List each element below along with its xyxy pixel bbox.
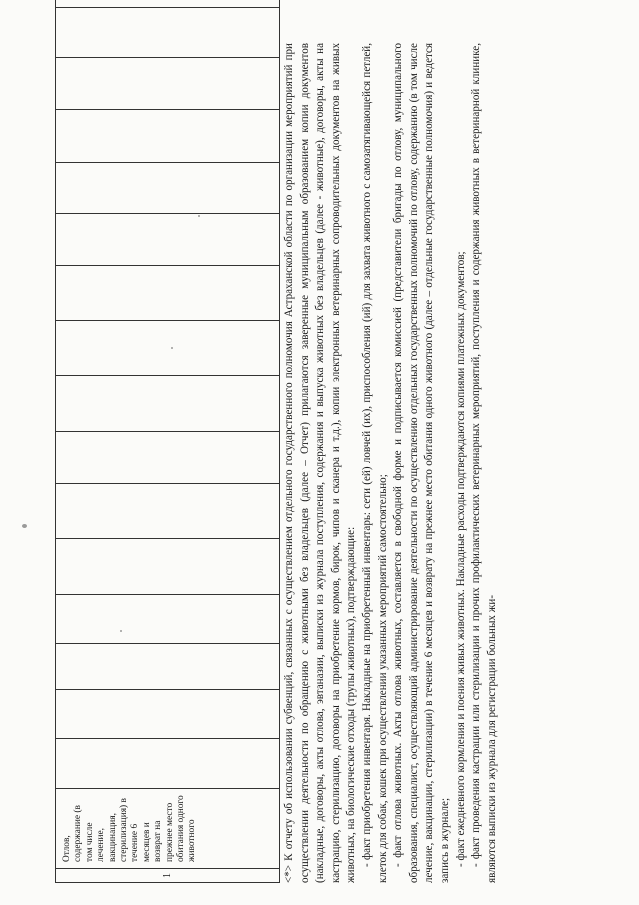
report-table [55,0,280,883]
empty-cell [56,0,280,8]
empty-cell [56,539,280,595]
empty-cell [56,110,280,163]
empty-cell [56,58,280,110]
footnote-block [282,43,500,883]
empty-cell [56,595,280,644]
empty-cell [56,321,280,376]
empty-cell [56,432,280,484]
footnote-item-sterilization: - факт проведения кастрации или стерилизации и прочих профилактических ветеринарных мероприятий, поступления и содержания животных в ветеринарной клинике, являются выписки из журнала для регистрации больных жи- [470,43,498,883]
empty-cell [56,644,280,690]
empty-cell [56,8,280,58]
scan-speck [120,630,122,632]
scan-speck [171,347,173,349]
empty-cell [56,266,280,321]
footnote-intro: <*> К отчету об использовании субвенций, связанных с осуществлением отдельного государственного полномочия Астраханской области по организации мероприятий при осуществлении деятельности по обращению с животными без владельцев (далее – Отчет) прилагаются заверенные муниципальным образованием копии документов (накладные, договоры, акты отлова, эвтаназии, выписки из журнала поступления, содержания и выпуска животных без владельцев (далее - животные), договоры, акты на кастрацию, стерилизацию, договоры на приобретение кормов, бирок, чипов и сканера и т.д.), копии электронных ветеринарных сопроводительных документов на живых животных, на биологические отходы (трупы животных), подтверждающие: [283,43,358,883]
row-description-cell: Отлов, содержание (в том числе лечение, вакцинация, стерилизация) в течение 6 месяцев и возврат на прежнее место обитания одного животного [56,789,280,869]
footnote-item-feeding: - факт ежедневного кормления и поения живых животных. Накладные расходы подтверждаются копиями платежных документов; [454,251,467,867]
scan-speck [22,524,27,528]
scan-speck [198,215,200,217]
table-row [56,0,280,883]
empty-cell [56,484,280,539]
empty-cell [56,739,280,789]
footnote-item-inventory: - факт приобретения инвентаря. Накладные на приобретенный инвентарь: сети (ей) ловчей (их), приспособления (ий) для захвата животного с самозатягивающейся петлей, клеток для собак, кошек при осуществлении указанных мероприятий самостоятельно; [360,43,389,883]
empty-cell [56,163,280,214]
empty-cell [56,214,280,266]
empty-cell [56,690,280,739]
empty-cell [56,376,280,432]
row-number-cell: 1 [56,869,280,883]
footnote-item-capture: - факт отлова животных. Акты отлова животных, составляется в свободной форме и подписывается комиссией (представители бригады по отлову, муниципального образования, специалист, осуществляющий администрирование деятельности по осуществлению отдельных государственных полномочий по отлову, содержанию (в том числе лечение, вакцинации, стерилизации) в течение 6 месяцев и возврату на прежнее место обитания одного животного (далее – отдельные государственные полномочия) и ведется запись в журнале; [392,43,451,883]
